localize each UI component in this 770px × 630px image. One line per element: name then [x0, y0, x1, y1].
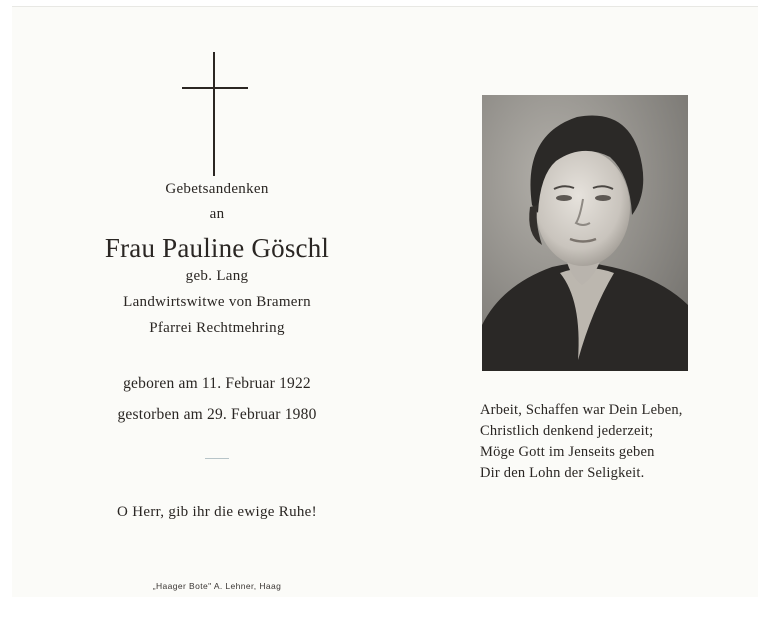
- cross-icon: [213, 52, 215, 176]
- cross-icon-bar: [182, 87, 248, 89]
- portrait-photo: [482, 95, 688, 371]
- divider: [205, 458, 229, 459]
- birth-date: geboren am 11. Februar 1922: [123, 375, 311, 392]
- portrait-photo-icon: [482, 95, 688, 371]
- prayer-line: O Herr, gib ihr die ewige Ruhe!: [117, 504, 317, 520]
- verse-line-3: Möge Gott im Jenseits geben: [480, 444, 655, 460]
- verse: [480, 400, 683, 484]
- heading-line-2: an: [209, 206, 225, 222]
- birth-name: geb. Lang: [185, 268, 249, 284]
- parish: Pfarrei Rechtmehring: [149, 320, 285, 336]
- verse-line-2: Christlich denkend jederzeit;: [480, 423, 654, 439]
- deceased-name: Frau Pauline Göschl: [104, 233, 330, 263]
- occupation: Landwirtswitwe von Bramern: [123, 294, 311, 310]
- printer-credit: „Haager Bote" A. Lehner, Haag: [152, 581, 282, 591]
- verse-line-1: Arbeit, Schaffen war Dein Leben,: [480, 402, 683, 418]
- verse-line-4: Dir den Lohn der Seligkeit.: [480, 465, 645, 481]
- death-date: gestorben am 29. Februar 1980: [117, 406, 317, 423]
- heading-line-1: Gebetsandenken: [165, 181, 269, 197]
- memorial-card: [12, 6, 758, 597]
